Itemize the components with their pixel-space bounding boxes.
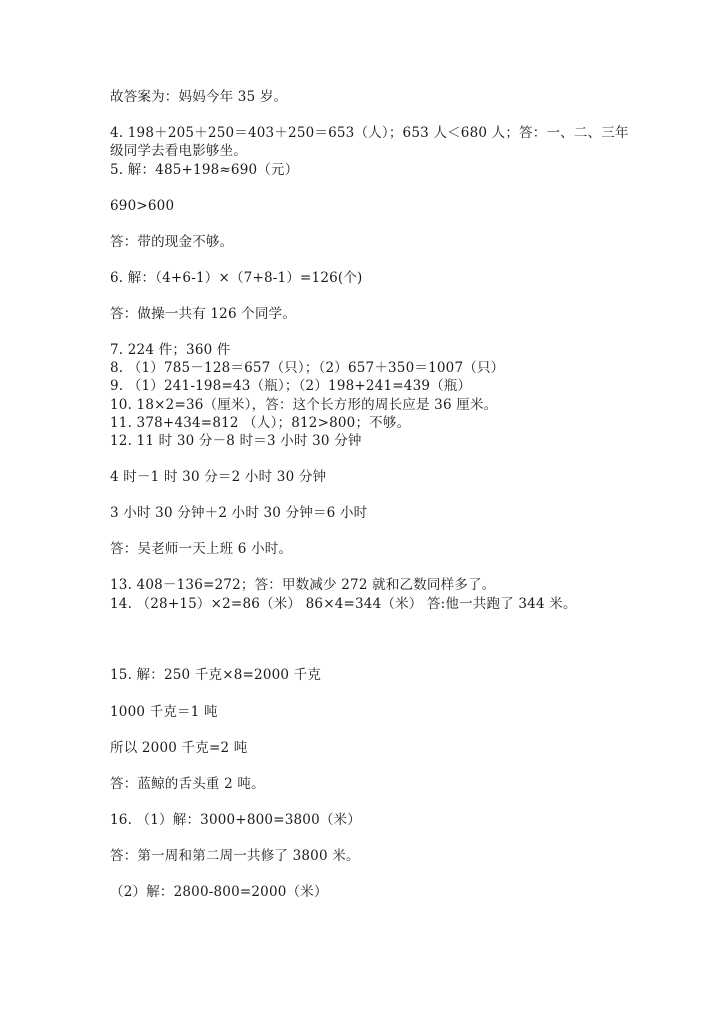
text-line-q12-step2: 4 时－1 时 30 分＝2 小时 30 分钟 <box>110 469 327 485</box>
text-line-q12-answer: 答：吴老师一天上班 6 小时。 <box>110 541 293 557</box>
text-line-q12-step3: 3 小时 30 分钟＋2 小时 30 分钟＝6 小时 <box>110 505 368 521</box>
text-line-q8: 8. （1）785－128＝657（只）；（2）657＋350＝1007（只） <box>110 360 505 376</box>
text-line-q4-cont: 级同学去看电影够坐。 <box>110 143 247 159</box>
text-line-q5: 5. 解：485+198≈690（元） <box>110 162 299 178</box>
text-line-q7: 7. 224 件；360 件 <box>110 342 231 358</box>
text-line-q15: 15. 解：250 千克×8=2000 千克 <box>110 667 322 683</box>
text-line-q15-step3: 所以 2000 千克=2 吨 <box>110 740 248 756</box>
text-line-q16-part1: 16. （1）解：3000+800=3800（米） <box>110 812 361 828</box>
text-line-q12: 12. 11 时 30 分－8 时＝3 小时 30 分钟 <box>110 433 362 449</box>
text-line-q6-answer: 答：做操一共有 126 个同学。 <box>110 306 297 322</box>
text-line-q6: 6. 解：（4+6-1）×（7+8-1）=126(个) <box>110 270 363 286</box>
text-line-q10: 10. 18×2=36（厘米），答：这个长方形的周长应是 36 厘米。 <box>110 397 498 413</box>
text-line-q13: 13. 408－136=272；答：甲数减少 272 就和乙数同样多了。 <box>110 577 496 593</box>
text-line-q9: 9. （1）241-198=43（瓶）；（2）198+241=439（瓶） <box>110 378 472 394</box>
text-line-q5-compare: 690>600 <box>110 198 175 214</box>
text-line-q16-answer1: 答：第一周和第二周一共修了 3800 米。 <box>110 848 360 864</box>
text-line-q15-step2: 1000 千克＝1 吨 <box>110 704 218 720</box>
text-line-answer-mom-age: 故答案为：妈妈今年 35 岁。 <box>110 89 288 105</box>
text-line-q5-answer: 答：带的现金不够。 <box>110 234 234 250</box>
text-line-q15-answer: 答：蓝鲸的舌头重 2 吨。 <box>110 776 265 792</box>
text-line-q14: 14. （28+15）×2=86（米） 86×4=344（米） 答:他一共跑了 344 米。 <box>110 596 577 612</box>
text-line-q4: 4. 198＋205＋250＝403＋250＝653（人）；653 人＜680 人；答：一、二、三年 <box>110 125 629 141</box>
text-line-q16-part2: （2）解：2800-800=2000（米） <box>110 884 328 900</box>
text-line-q11: 11. 378+434=812 （人）；812>800；不够。 <box>110 415 411 431</box>
